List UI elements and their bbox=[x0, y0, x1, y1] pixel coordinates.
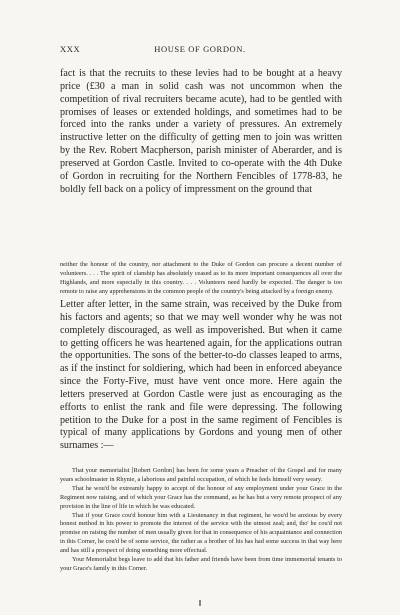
block-quote-1 bbox=[60, 261, 342, 297]
body-paragraph-1 bbox=[60, 68, 342, 196]
running-title: HOUSE OF GORDON. bbox=[154, 44, 246, 54]
quote-paragraph: That he wou'd be extreamly happy to accept of the honour of any employment under your Grace in the Regiment now raising, and of which your Grace has the command, as he has but a very remote prospect of any provision in the line of life in which he was educated. bbox=[60, 484, 342, 510]
running-header bbox=[60, 44, 340, 56]
page-number: XXX bbox=[60, 44, 81, 54]
paragraph-text: fact is that the recruits to these levies had to be bought at a heavy price (£30 a man in solid cash was not uncommon when the competition of rival recruiters became acute), had to be gentled with promises of leases or extended holdings, and sometimes had to be forced into the ranks under a variety of pressures. An extremely instructive letter on the difficulty of getting men to join was written by the Rev. Robert Macpherson, parish minister of Aberarder, and is preserved at Gordon Castle. Invited to co-operate with the 4th Duke of Gordon in recruiting for the Northern Fencibles of 1778-83, he boldly fell back on a policy of impressment on the ground that bbox=[60, 68, 342, 195]
quote-paragraph: That your memorialist [Robert Gordon] has been for some years a Preacher of the Gospel and for many years schoolmaster in Rhynie, a laborious and painful occupation, of which he feels himself very weary. bbox=[60, 467, 342, 483]
quote-text: neither the honour of the country, nor attachment to the Duke of Gordon can procure a decent number of volunteers. . . . The spirit of clanship has absolutely ceased as to its more important consequences all over the Highlands, and more especially in this country. . . . Volunteers need hardly be expected. The danger is too remote to raise any apprehensions in the common people of the country's being attacked by a foreign enemy. bbox=[60, 261, 342, 295]
quote-paragraph: Your Memorialist begs leave to add that his father and friends have been from time immemorial tenants to your Grace's family in this Corner. bbox=[60, 556, 342, 572]
quote-paragraph: That if your Grace cou'd honour him with a Lieutenancy in that regiment, he wou'd be anxious by every honest method in his power to promote the interest of the service with the utmost zeal; and, tho' he cou'd not promise on raising the number of men usually given for that in consequence of his acquaintance and connection in this Corner, he cou'd be of some service, the rather as a brother of his has had some success in that way here and has still a prospect of doing something more effectual. bbox=[60, 511, 342, 555]
paragraph-text: Letter after letter, in the same strain, was received by the Duke from his factors and agents; so that we may well wonder why he was not completely discouraged, as well as impoverished. But when it came to getting officers he was heartened again, for the applications outran the opportunities. The sons of the better-to-do classes leaped to arms, as if the instinct for soldiering, which had been in enforced abeyance since the Forty-Five, must have vent once more. Here again the letters preserved at Gordon Castle were just as encouraging as the efforts to enlist the rank and file were depressing. The following petition to the Duke for a post in the same regiment of Fencibles is typical of many applications by Gordons and young men of other surnames :— bbox=[60, 299, 342, 452]
page-foot-mark bbox=[199, 600, 201, 606]
body-paragraph-2 bbox=[60, 299, 342, 453]
block-quote-2 bbox=[60, 467, 342, 574]
